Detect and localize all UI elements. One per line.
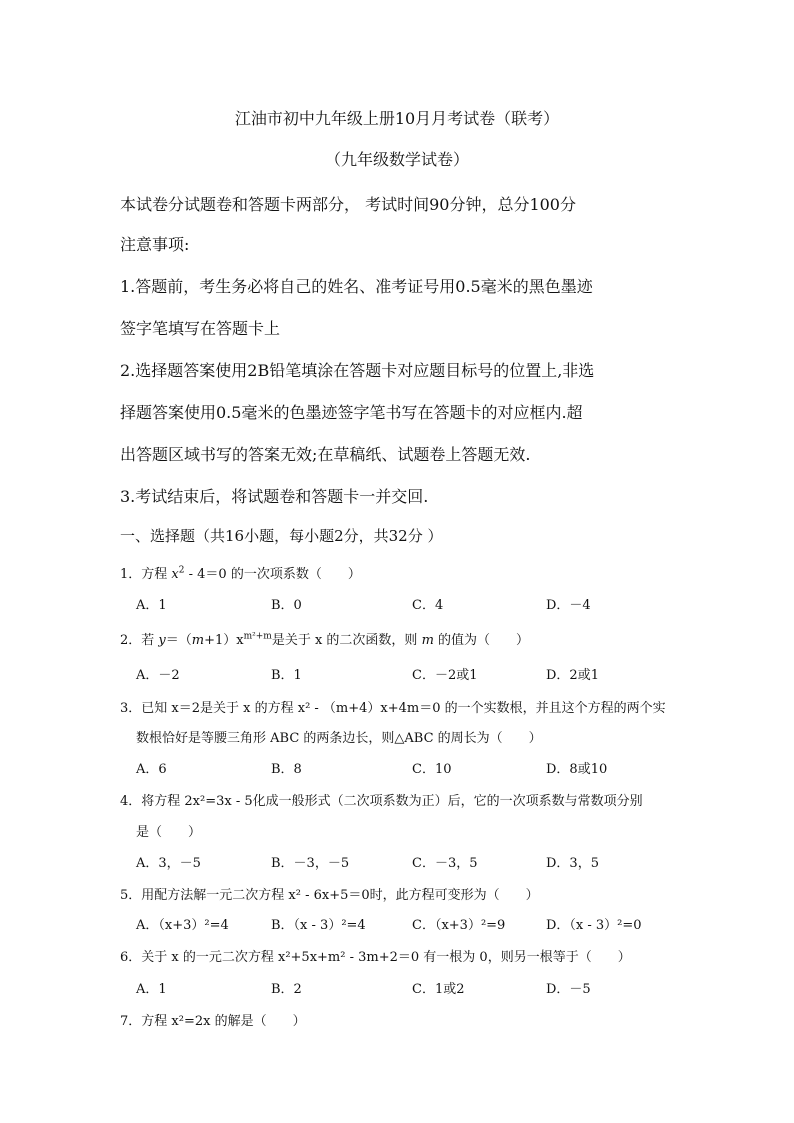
section-title: 一、选择题（共16小题，每小题2分，共32分 ） (120, 527, 443, 545)
note-1-line-2: 签字笔填写在答题卡上 (120, 319, 281, 338)
note-2-line-2: 择题答案使用0.5毫米的色墨迹签字笔书写在答题卡的对应框内.超 (120, 403, 583, 422)
question-4-line-1: 4．将方程 2x²=3x - 5化成一般形式（二次项系数为正）后，它的一次项系数与常数项分别 (120, 794, 643, 809)
question-7: 7．方程 x²=2x 的解是（ ） (120, 1014, 306, 1029)
option-a: A．1 (136, 982, 167, 997)
option-b: B．2 (271, 982, 302, 997)
option-b: B．0 (271, 598, 302, 613)
option-d: D．－4 (546, 598, 591, 613)
option-a: A．1 (136, 598, 167, 613)
option-c: C．－3，5 (412, 856, 478, 871)
question-3-line-2: 数根恰好是等腰三角形 ABC 的两条边长，则△ABC 的周长为（ ） (136, 731, 542, 746)
option-d: D．2或1 (546, 668, 599, 683)
question-5: 5．用配方法解一元二次方程 x² - 6x+5＝0时，此方程可变形为（ ） (120, 888, 539, 903)
option-c: C．－2或1 (412, 668, 478, 683)
option-d: D．3，5 (546, 856, 599, 871)
option-a: A．－2 (136, 668, 180, 683)
option-b: B．8 (271, 762, 302, 777)
question-3-line-1: 3．已知 x＝2是关于 x 的方程 x² - （m+4）x+4m＝0 的一个实数根，并且这个方程的两个实 (120, 701, 666, 716)
question-3-options (0, 758, 794, 776)
note-1-line-1: 1.答题前，考生务必将自己的姓名、准考证号用0.5毫米的黑色墨迹 (120, 277, 593, 296)
note-2-line-3: 出答题区域书写的答案无效;在草稿纸、试题卷上答题无效. (120, 445, 531, 464)
note-2-line-1: 2.选择题答案使用2B铅笔填涂在答题卡对应题目标号的位置上,非选 (120, 361, 595, 380)
question-1-options (0, 594, 794, 612)
option-d: D．－5 (546, 982, 591, 997)
option-a: A．3，－5 (136, 856, 201, 871)
exam-title: 江油市初中九年级上册10月月考试卷（联考） (234, 109, 560, 128)
option-a: A．（x+3）²=4 (136, 918, 229, 933)
option-d: D．（x - 3）²=0 (546, 918, 642, 933)
option-d: D．8或10 (546, 762, 608, 777)
note-3-line-1: 3.考试结束后，将试题卷和答题卡一并交回. (120, 487, 429, 506)
question-1: 1．方程 $x^2 - 4=0$ 的一次项系数（ ） (120, 565, 361, 582)
option-c: C．10 (412, 762, 452, 777)
option-c: C．4 (412, 598, 444, 613)
question-4-options (0, 852, 794, 870)
question-2-options (0, 664, 794, 682)
intro-line: 本试卷分试题卷和答题卡两部分， 考试时间90分钟，总分100分 (120, 195, 576, 214)
option-c: C．（x+3）²=9 (412, 918, 506, 933)
question-6: 6．关于 x 的一元二次方程 x²+5x+m² - 3m+2＝0 有一根为 0，则另一根等于（ ） (120, 950, 631, 965)
question-6-options (0, 978, 794, 996)
question-5-options (0, 914, 794, 932)
option-c: C．1或2 (412, 982, 465, 997)
option-b: B．1 (271, 668, 302, 683)
option-b: B．－3，－5 (271, 856, 350, 871)
notice-title: 注意事项: (120, 235, 190, 254)
option-b: B．（x - 3）²=4 (271, 918, 366, 933)
question-4-line-2: 是（ ） (136, 825, 202, 840)
question-2: 2．若 $y=(m+1)x^{m^2+m}$是关于 x 的二次函数，则 m 的值为（ ） (120, 631, 530, 648)
option-a: A．6 (136, 762, 167, 777)
exam-subtitle: （九年级数学试卷） (324, 150, 469, 169)
